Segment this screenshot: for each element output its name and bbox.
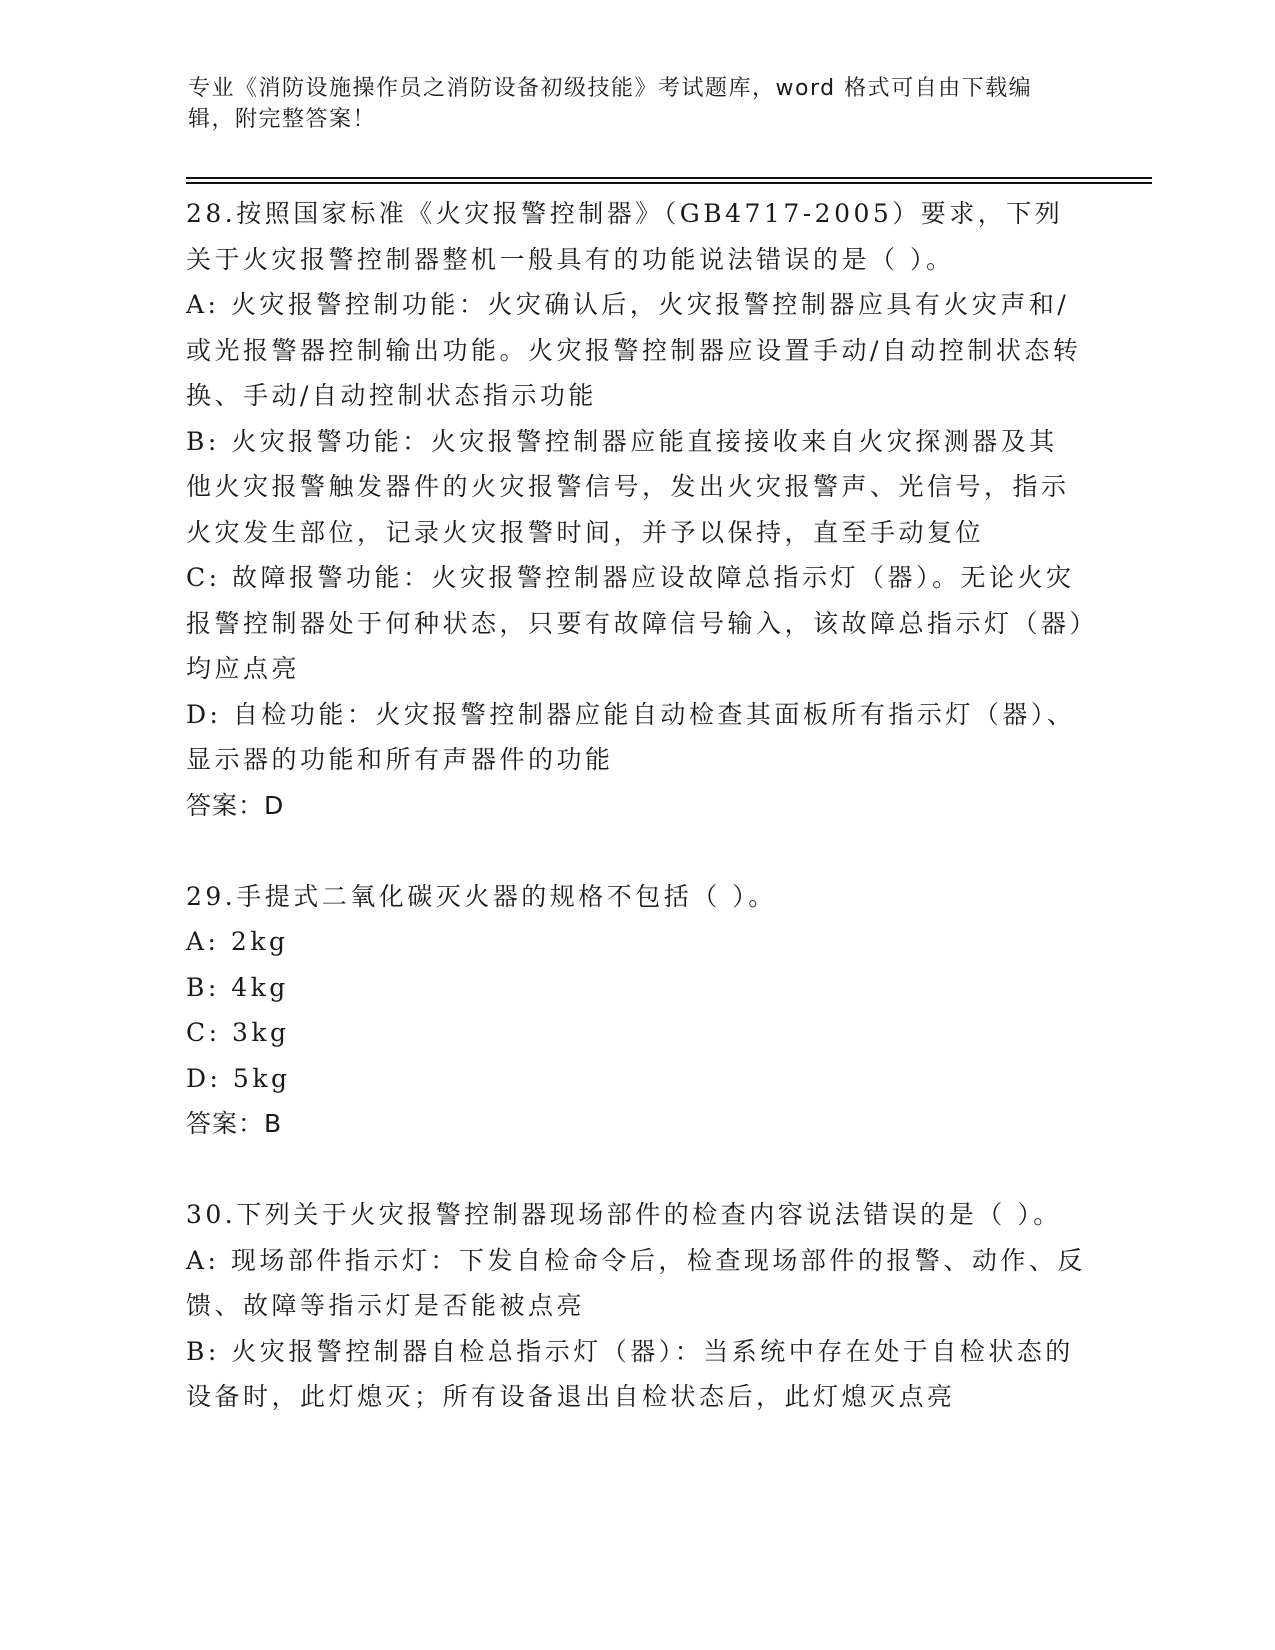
question-29 <box>186 874 1086 1147</box>
question-stem: 28.按照国家标准《火灾报警控制器》（GB4717-2005）要求，下列关于火灾报警控制器整机一般具有的功能说法错误的是（ ）。 <box>186 199 1064 274</box>
question-28 <box>186 191 1086 828</box>
option-d: D: 自检功能：火灾报警控制器应能自动检查其面板所有指示灯（器）、显示器的功能和所有声器件的功能 <box>186 699 1076 774</box>
option-b: B: 火灾报警控制器自检总指示灯（器）：当系统中存在处于自检状态的设备时，此灯熄灭；所有设备退出自检状态后，此灯熄灭点亮 <box>186 1336 1074 1411</box>
option-a: A: 现场部件指示灯：下发自检命令后，检查现场部件的报警、动作、反馈、故障等指示灯是否能被点亮 <box>186 1245 1086 1320</box>
answer-line: 答案：B <box>186 1109 283 1138</box>
option-b: B: 火灾报警功能：火灾报警控制器应能直接接收来自火灾探测器及其他火灾报警触发器件的火灾报警信号，发出火灾报警声、光信号，指示火灾发生部位，记录火灾报警时间，并予以保持，直至手动复位 <box>186 426 1070 547</box>
option-b: B: 4kg <box>186 972 289 1002</box>
question-spacer <box>186 1147 1086 1193</box>
question-30 <box>186 1192 1086 1420</box>
option-d: D: 5kg <box>186 1063 291 1093</box>
header-rule-top <box>186 177 1152 179</box>
option-c: C: 故障报警功能：火灾报警控制器应设故障总指示灯（器）。无论火灾报警控制器处于何种状态，只要有故障信号输入，该故障总指示灯（器）均应点亮 <box>186 563 1086 683</box>
document-header: 专业《消防设施操作员之消防设备初级技能》考试题库，word 格式可自由下载编辑，附完整答案！ <box>188 76 1033 132</box>
question-stem: 30.下列关于火灾报警控制器现场部件的检查内容说法错误的是（ ）。 <box>186 1200 1062 1229</box>
answer-line: 答案：D <box>186 790 285 820</box>
header-rule-bottom <box>186 182 1152 184</box>
question-stem: 29.手提式二氧化碳灭火器的规格不包括（ ）。 <box>186 881 777 911</box>
question-spacer <box>186 828 1086 874</box>
option-c: C: 3kg <box>186 1018 290 1047</box>
option-a: A: 火灾报警控制功能：火灾确认后，火灾报警控制器应具有火灾声和/或光报警器控制输出功能。火灾报警控制器应设置手动/自动控制状态转换、手动/自动控制状态指示功能 <box>186 290 1082 410</box>
question-list <box>186 191 1086 1420</box>
option-a: A: 2kg <box>186 927 289 956</box>
